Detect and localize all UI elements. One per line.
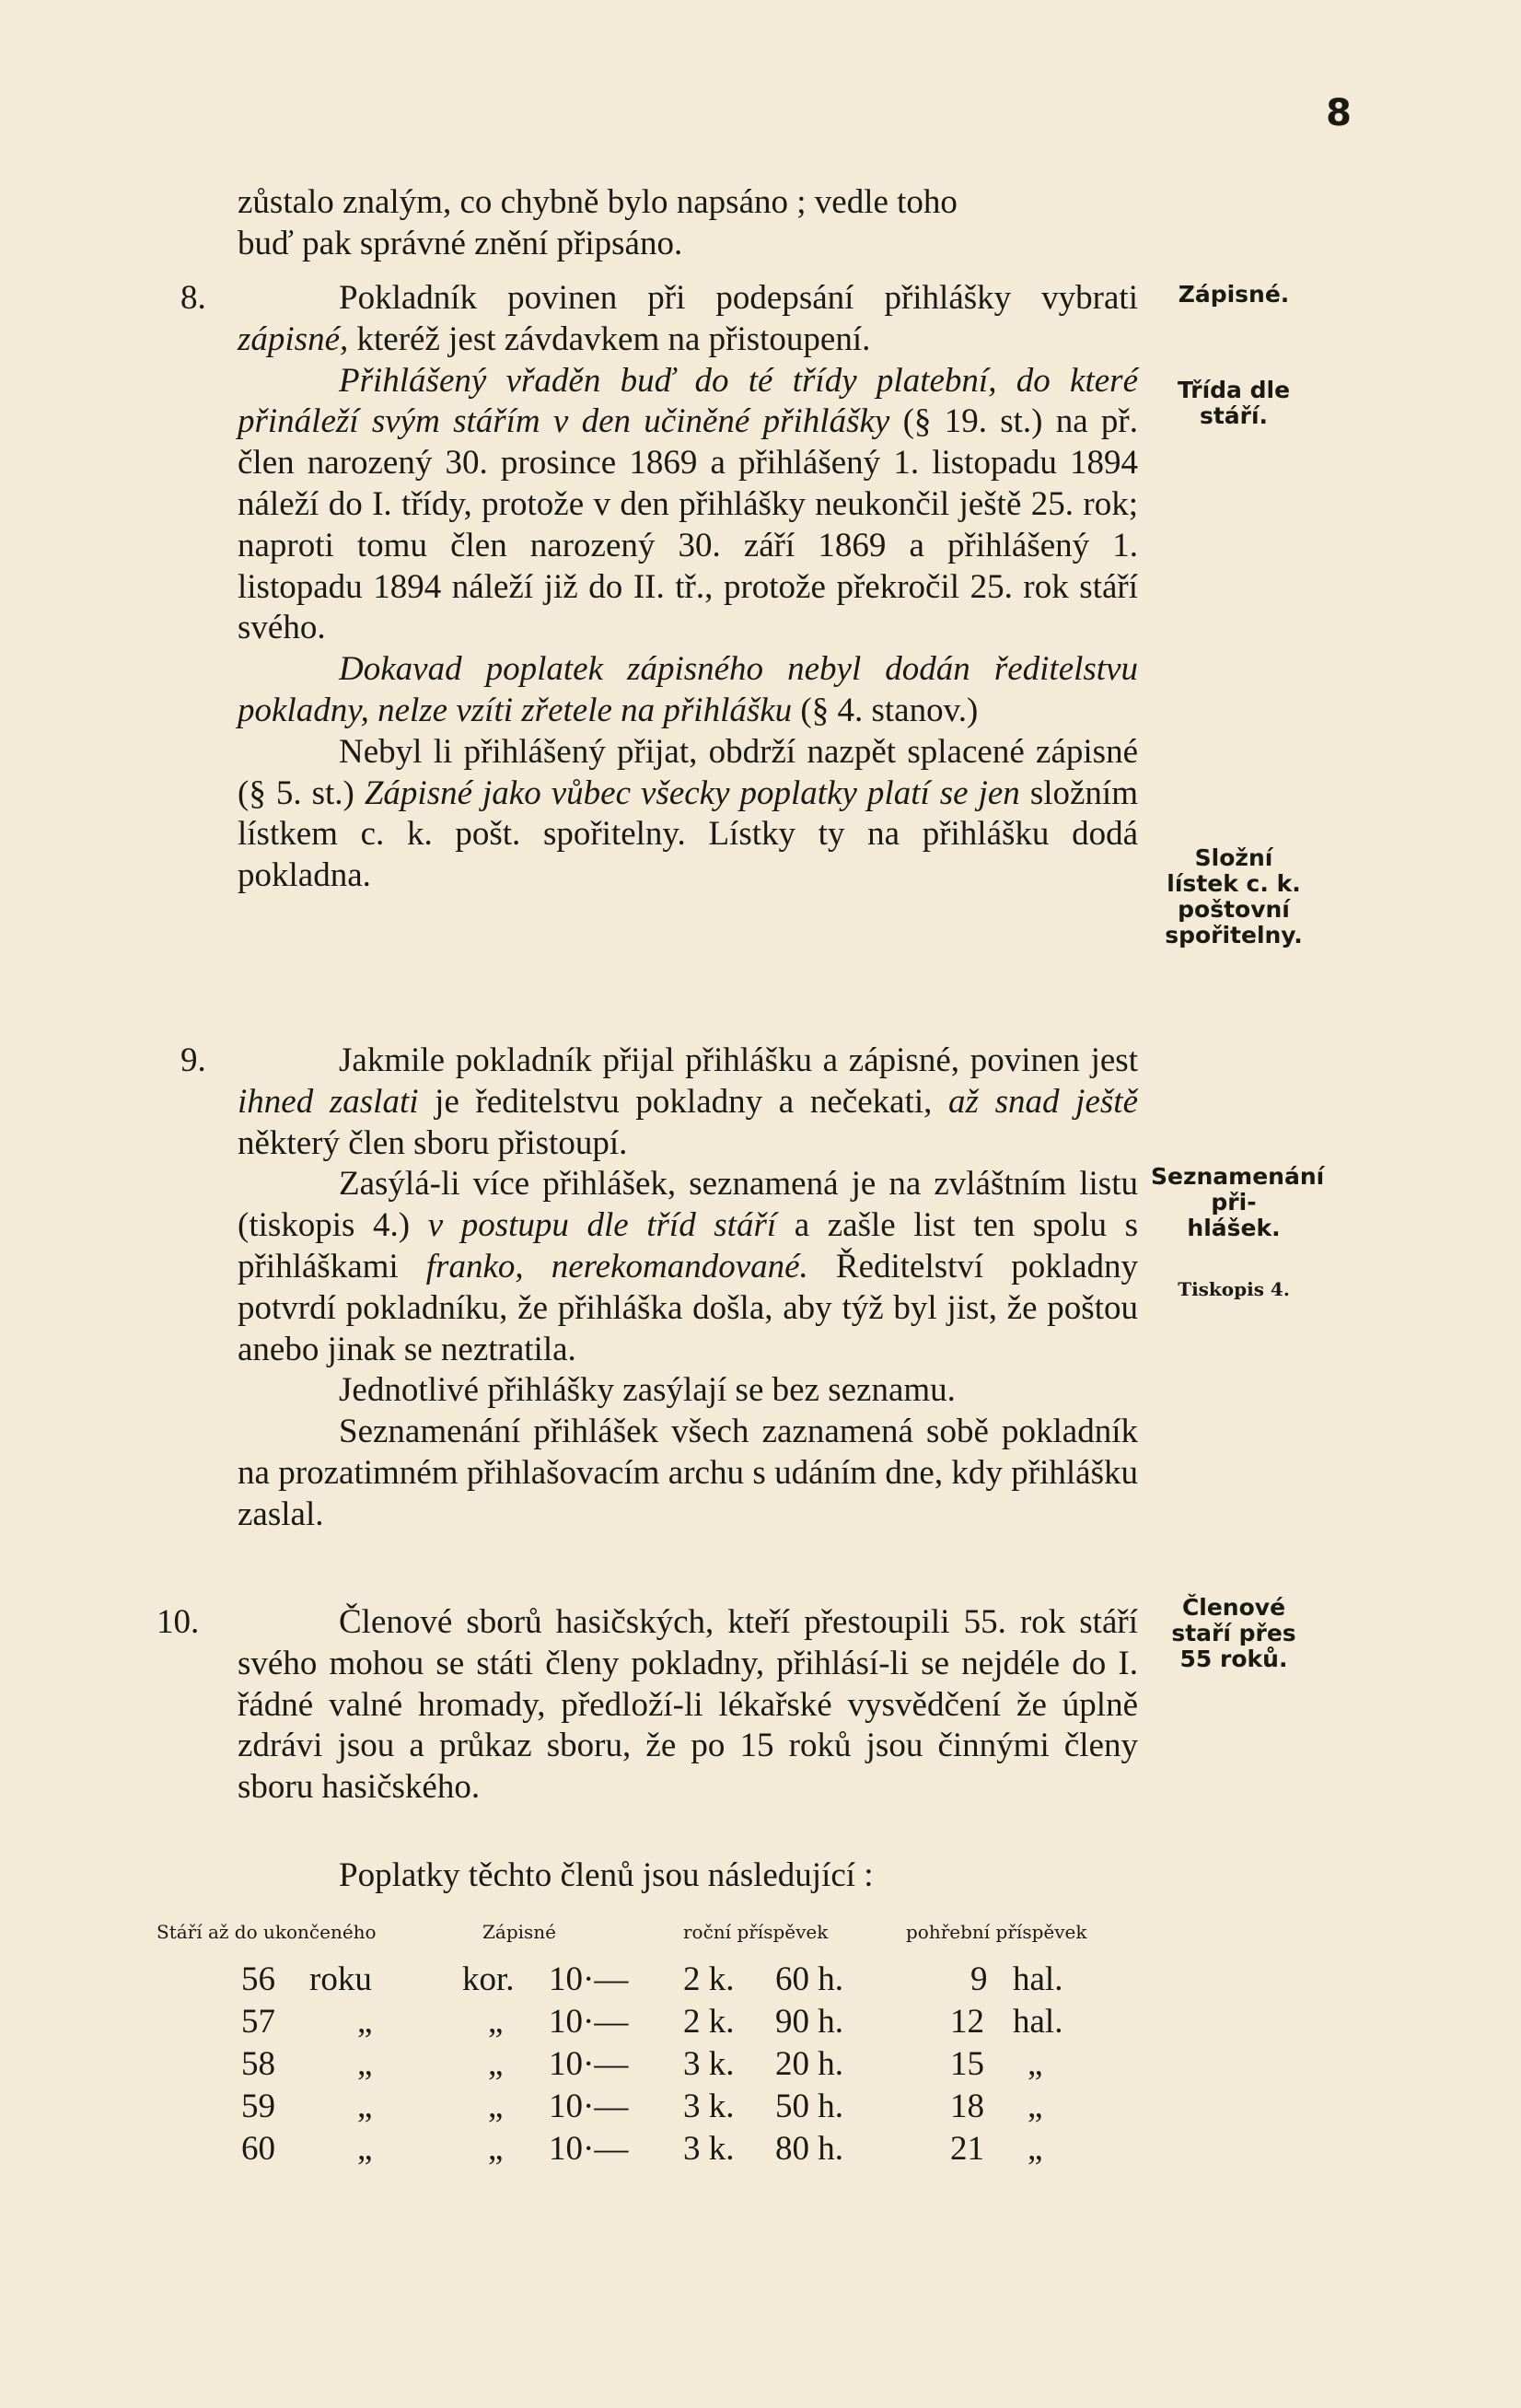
italic-run: v postupu dle tříd stáří — [427, 1206, 777, 1245]
text-run: a zašle list ten spolu s přihláškami — [238, 1206, 1139, 1285]
intro-line: zůstalo znalým, co chybně bylo napsáno ; vedle toho — [238, 183, 958, 221]
margin-note-slozni-listek — [1151, 845, 1317, 948]
cell-rocni-k: 3 k. — [683, 2088, 735, 2125]
cell-pohrebni: 12 — [950, 2003, 984, 2041]
intro-paragraph — [238, 182, 1138, 265]
note-line: Zápisné. — [1178, 281, 1290, 308]
margin-note-zapisne — [1151, 282, 1317, 308]
cell-rocni-h: 50 h. — [775, 2088, 843, 2125]
note-line: Seznamenání při- — [1151, 1163, 1325, 1216]
cell-currency: „ — [488, 2130, 504, 2168]
table-header-rocni: roční příspěvek — [683, 1921, 829, 1943]
table-row — [0, 2087, 1521, 2129]
cell-pohrebni: 15 — [950, 2045, 984, 2083]
italic-run: Přihlášený vřaděn buď do té třídy platební, do které přináleží svým stářím v den učiněné přihlášky — [238, 361, 1138, 441]
text-run: (§ 4. stanov.) — [792, 691, 979, 729]
note-line: Členové — [1181, 1594, 1286, 1621]
italic-run: až snad ještě — [948, 1082, 1138, 1121]
cell-rocni-h: 80 h. — [775, 2130, 843, 2168]
margin-note-trida — [1151, 378, 1317, 429]
table-row — [0, 2044, 1521, 2087]
note-line: lístek c. k. — [1167, 870, 1301, 897]
italic-run: zápisné, — [238, 320, 349, 358]
note-line: hlášek. — [1187, 1215, 1281, 1241]
cell-rocni-k: 3 k. — [683, 2045, 735, 2083]
fees-intro-text: Poplatky těchto členů jsou následující : — [339, 1856, 874, 1894]
cell-pohrebni: 18 — [950, 2088, 984, 2125]
section-8 — [238, 278, 1138, 897]
table-header-age: Stáří až do ukončeného — [157, 1921, 377, 1943]
cell-currency: „ — [488, 2045, 504, 2083]
text-run: (§ 19. st.) na př. člen narozený 30. prosince 1869 a přihlášený 1. listopadu 1894 náleží do I. třídy, protože v den přihlášky neukončil ještě 25. rok; naproti tomu člen narozený 30. září 1869 a přihlášený 1. listopadu 1894 náleží již do II. tř., protože překročil 25. rok stáří svého. — [238, 402, 1138, 647]
text-run: Ředitelství pokladny potvrdí pokladníku, že přihláška došla, aby týž byl jist, že poštou anebo jinak se neztratila. — [238, 1247, 1138, 1368]
table-row — [0, 2002, 1521, 2044]
cell-unit: „ — [357, 2130, 373, 2168]
italic-run: Dokavad poplatek zápisného nebyl dodán ředitelstvu pokladny, nelze vzíti zřetele na přihlášku — [238, 650, 1138, 729]
cell-currency: kor. — [462, 1960, 515, 1998]
cell-pohrebni-unit: hal. — [1013, 1960, 1063, 1998]
cell-zapisne: 10·— — [549, 2088, 629, 2125]
italic-run: Zápisné jako vůbec všecky poplatky platí se jen — [364, 774, 1020, 812]
page-number: 8 — [1326, 92, 1352, 134]
margin-note-tiskopis — [1151, 1276, 1317, 1302]
section-number-9: 9. — [180, 1041, 206, 1079]
text-run: složním lístkem c. k. pošt. spořitelny. Lístky ty na přihlášku dodá pokladna. — [238, 774, 1138, 895]
cell-rocni-k: 2 k. — [683, 2003, 735, 2041]
cell-rocni-k: 2 k. — [683, 1960, 735, 1998]
text-run: kteréž jest závdavkem na přistoupení. — [348, 320, 871, 358]
cell-zapisne: 10·— — [549, 2130, 629, 2168]
paragraph — [238, 361, 1138, 650]
cell-rocni-h: 60 h. — [775, 1960, 843, 1998]
text-run: Pokladník povinen při podepsání přihlášky vybrati — [339, 279, 1138, 317]
cell-currency: „ — [488, 2003, 504, 2041]
note-line: Složní — [1194, 844, 1273, 871]
text-run: Nebyl li přihlášený přijat, obdrží nazpět splacené zápisné (§ 5. st.) — [238, 732, 1138, 812]
cell-age: 58 — [241, 2045, 275, 2083]
italic-run: franko, nerekomandované. — [425, 1247, 808, 1285]
cell-zapisne: 10·— — [549, 2003, 629, 2041]
paragraph — [238, 732, 1138, 897]
note-line: Třída dle — [1177, 377, 1291, 403]
paragraph: Jednotlivé přihlášky zasýlají se bez seznamu. — [339, 1371, 956, 1410]
margin-note-seznamenani — [1151, 1163, 1325, 1241]
paragraph: Členové sborů hasičských, kteří přestoupili 55. rok stáří svého mohou se státi členy pokladny, přihlásí-li se nejdéle do I. řádné valné hromady, předloží-li lékařské vysvědčení že úplně zdrávi jsou a průkaz sboru, že po 15 roků jsou činnými členy sboru hasičského. — [238, 1603, 1138, 1807]
cell-pohrebni: 21 — [950, 2130, 984, 2168]
text-run: je ředitelstvu pokladny a nečekati, — [418, 1082, 949, 1121]
table-header-pohrebni: pohřební příspěvek — [906, 1921, 1087, 1943]
table-row — [0, 1960, 1521, 2002]
table-header-zapisne: Zápisné — [482, 1921, 556, 1943]
cell-age: 59 — [241, 2088, 275, 2125]
cell-zapisne: 10·— — [549, 2045, 629, 2083]
cell-unit: „ — [357, 2003, 373, 2041]
cell-age: 60 — [241, 2130, 275, 2168]
section-9 — [238, 1041, 1138, 1536]
cell-pohrebni: 9 — [970, 1960, 988, 1998]
note-line: staří přes — [1171, 1620, 1296, 1646]
cell-unit: „ — [357, 2088, 373, 2125]
fees-intro — [238, 1855, 1138, 1897]
cell-pohrebni-unit: hal. — [1013, 2003, 1063, 2041]
cell-zapisne: 10·— — [549, 1960, 629, 1998]
section-10 — [238, 1602, 1138, 1809]
cell-currency: „ — [488, 2088, 504, 2125]
section-number-8: 8. — [180, 279, 206, 317]
paragraph: Seznamenání přihlášek všech zaznamená sobě pokladník na prozatimném přihlašovacím archu s udáním dne, kdy přihlášku zaslal. — [238, 1413, 1138, 1533]
cell-rocni-h: 90 h. — [775, 2003, 843, 2041]
section-number-10: 10. — [157, 1603, 200, 1641]
note-line: spořitelny. — [1165, 922, 1303, 948]
text-run: Zasýlá-li více přihlášek, seznamená je na zvláštním listu (tiskopis 4.) — [238, 1165, 1138, 1245]
text-run: některý člen sboru přistoupí. — [238, 1123, 628, 1162]
cell-pohrebni-unit: „ — [1028, 2088, 1043, 2125]
cell-rocni-k: 3 k. — [683, 2130, 735, 2168]
cell-unit: roku — [309, 1960, 372, 1998]
paragraph — [238, 1041, 1138, 1164]
paragraph — [238, 649, 1138, 732]
text-run: Jakmile pokladník přijal přihlášku a zápisné, povinen jest — [339, 1041, 1138, 1079]
note-line: poštovní — [1178, 896, 1290, 923]
paragraph — [238, 278, 1138, 361]
margin-note-clenove — [1151, 1595, 1317, 1672]
intro-line: buď pak správné znění připsáno. — [238, 224, 683, 262]
note-line: stáří. — [1199, 402, 1269, 429]
cell-age: 56 — [241, 1960, 275, 1998]
cell-pohrebni-unit: „ — [1028, 2045, 1043, 2083]
note-line: Tiskopis 4. — [1178, 1278, 1290, 1300]
paragraph — [238, 1164, 1138, 1370]
italic-run: ihned zaslati — [238, 1082, 419, 1121]
table-row — [0, 2129, 1521, 2171]
cell-age: 57 — [241, 2003, 275, 2041]
cell-rocni-h: 20 h. — [775, 2045, 843, 2083]
note-line: 55 roků. — [1179, 1646, 1288, 1672]
cell-unit: „ — [357, 2045, 373, 2083]
cell-pohrebni-unit: „ — [1028, 2130, 1043, 2168]
